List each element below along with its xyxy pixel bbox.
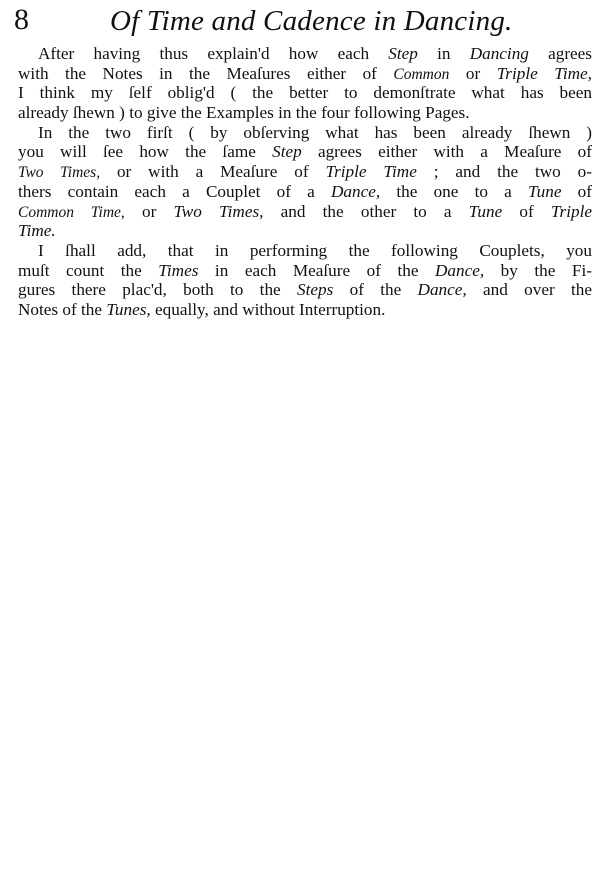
paragraph-2 bbox=[18, 123, 592, 241]
text-line: gures there plac'd, both to the Steps of the Dance, and over the bbox=[18, 280, 592, 300]
text-line: Time. bbox=[18, 221, 56, 241]
text-line: you will ſee how the ſame Step agrees either with a Meaſure of bbox=[18, 142, 592, 162]
text-line: Notes of the Tunes, equally, and without Interruption. bbox=[18, 299, 386, 319]
text-line: already ſhewn ) to give the Examples in the four following Pages. bbox=[18, 103, 470, 123]
text-line: In the two firſt ( by obſerving what has been already ſhewn ) bbox=[38, 122, 592, 142]
running-title: Of Time and Cadence in Dancing. bbox=[110, 5, 513, 37]
text-line: muſt count the Times in each Meaſure of the Dance, by the Fi- bbox=[18, 260, 592, 280]
body-text bbox=[18, 44, 592, 320]
page-number: 8 bbox=[14, 3, 29, 36]
text-line: I ſhall add, that in performing the following Couplets, you bbox=[38, 240, 592, 260]
text-line: Common Time, or Two Times, and the other to a Tune of Triple bbox=[18, 201, 592, 221]
text-line: thers contain each a Couplet of a Dance, the one to a Tune of bbox=[18, 181, 593, 201]
text-line: After having thus explain'd how each Step in Dancing agrees bbox=[38, 44, 592, 63]
paragraph-3 bbox=[18, 241, 592, 320]
page-header bbox=[14, 2, 604, 42]
text-line: I think my ſelf oblig'd ( the better to demonſtrate what has been bbox=[18, 83, 592, 103]
text-line: with the Notes in the Meaſures either of Common or Triple Time, bbox=[18, 63, 592, 83]
text-line: Two Times, or with a Meaſure of Triple Time ; and the two o- bbox=[18, 162, 592, 182]
paragraph-1 bbox=[18, 44, 592, 123]
